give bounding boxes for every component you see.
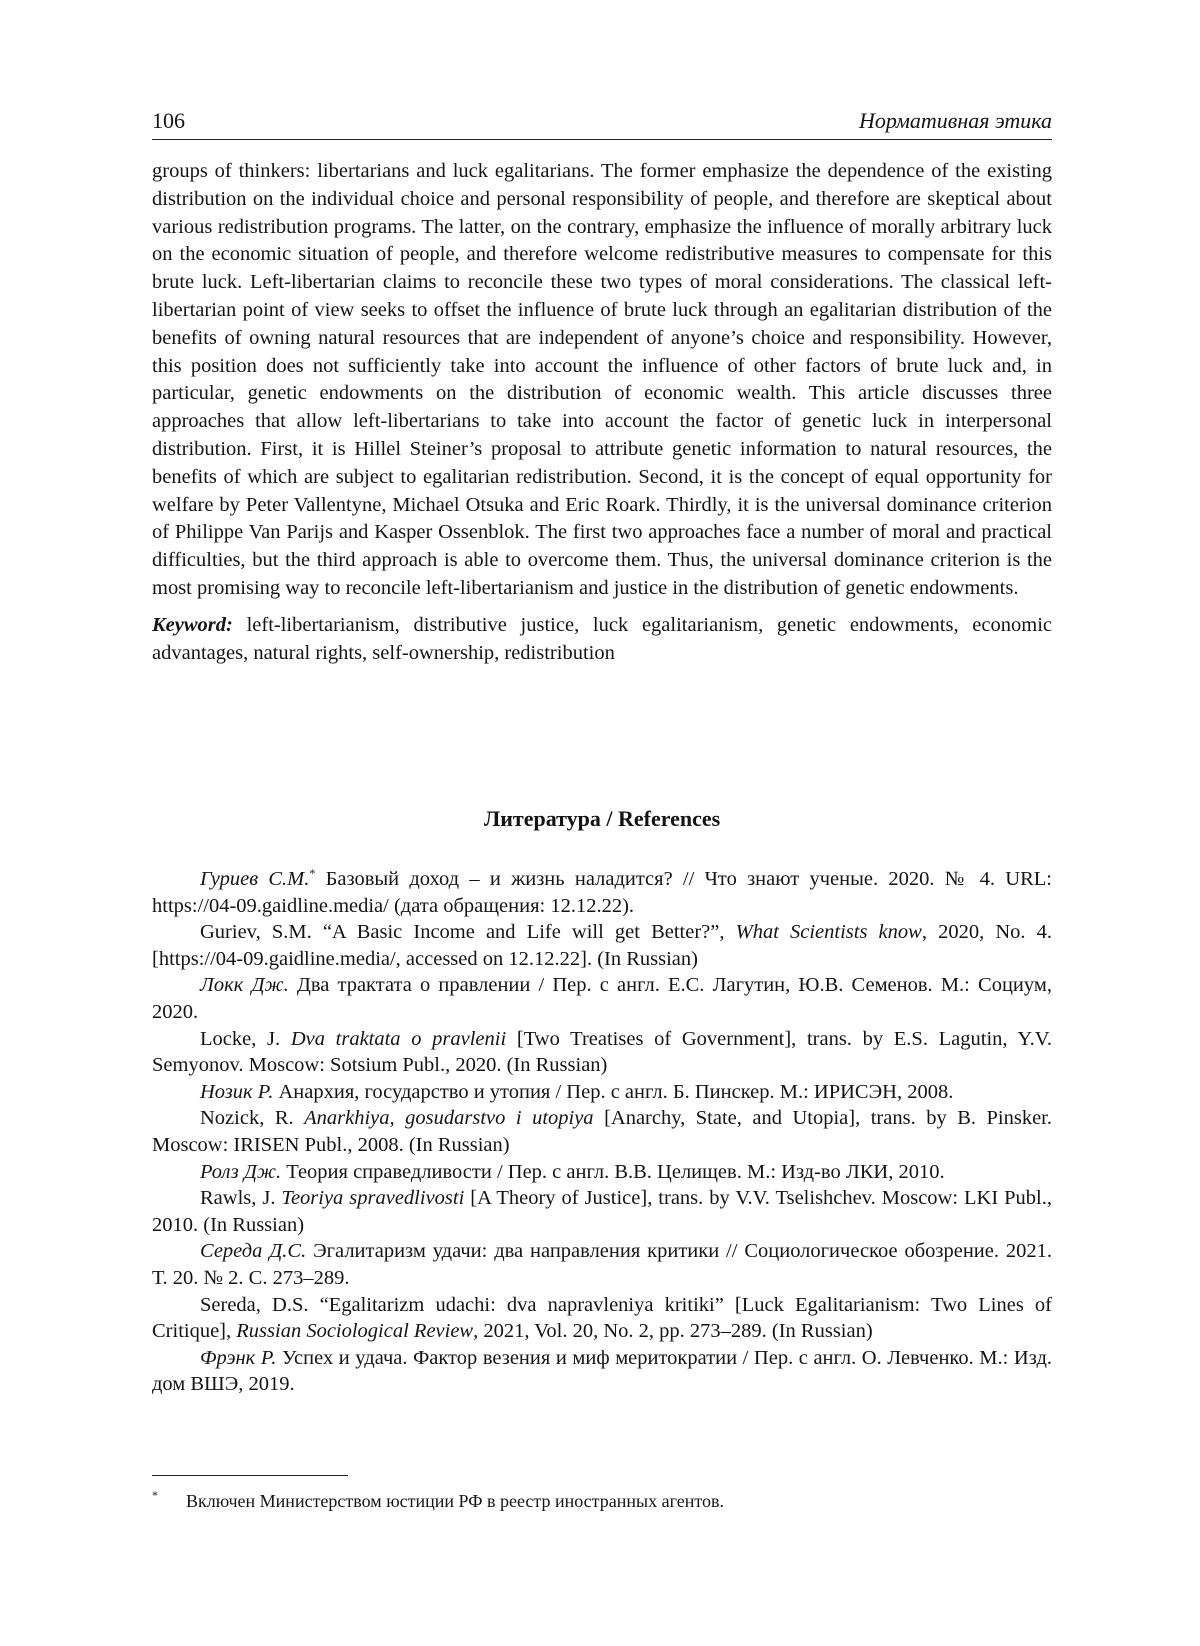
- ref-text: Теория справедливости / Пер. с англ. В.В. Целищев. М.: Изд-во ЛКИ, 2010.: [281, 1160, 945, 1183]
- ref-italic-title: Anarkhiya, gosudarstvo i utopiya: [304, 1107, 594, 1130]
- reference-item: [152, 866, 1052, 919]
- reference-item: [152, 1159, 1052, 1186]
- foreign-agent-mark: *: [309, 866, 316, 880]
- ref-text: [Two Treatises of Government], trans. by E.S. Lagutin, Y.V. Semyonov. Moscow: Sotsium Publ., 2020. (In Russian): [152, 1027, 1053, 1077]
- reference-item: [152, 1105, 1052, 1158]
- keywords-list: left-libertarianism, distributive justice, luck egalitarianism, genetic endowments, economic advantages, natural rights, self-ownership, redistribution: [152, 613, 1052, 664]
- reference-item: [152, 1238, 1052, 1291]
- page-number: 106: [152, 108, 185, 133]
- ref-text: [Anarchy, State, and Utopia], trans. by B. Pinsker. Moscow: IRISEN Publ., 2008. (In Russian): [152, 1107, 1052, 1156]
- ref-pre: Guriev, S.M. “A Basic Income and Life will get Better?”,: [200, 921, 736, 944]
- ref-author: Локк Дж.: [200, 974, 289, 997]
- running-title: Нормативная этика: [859, 108, 1052, 133]
- ref-author: Нозик Р.: [200, 1080, 274, 1103]
- page-header: [152, 104, 1052, 138]
- reference-item: [152, 1185, 1052, 1238]
- keywords: [152, 612, 1052, 668]
- references-list: [152, 866, 1052, 1398]
- ref-text: Успех и удача. Фактор везения и миф меритократии / Пер. с англ. О. Левченко. М.: Изд. дом ВШЭ, 2019.: [152, 1346, 1053, 1396]
- reference-item: [152, 1026, 1052, 1079]
- ref-author: Ролз Дж.: [200, 1160, 282, 1183]
- ref-pre: Nozick, R.: [200, 1107, 305, 1130]
- ref-text: Эгалитаризм удачи: два направления критики // Социологическое обозрение. 2021. Т. 20. № 2. С. 273–289.: [152, 1240, 1052, 1289]
- reference-item: [152, 972, 1052, 1025]
- ref-text: Базовый доход – и жизнь наладится? // Что знают ученые. 2020. № 4. URL: https://04-09.gaidline.media/ (дата обращения: 12.12.22).: [152, 868, 1052, 917]
- footnote-mark: *: [152, 1488, 158, 1502]
- ref-italic-title: Dva traktata o pravlenii: [290, 1027, 507, 1050]
- ref-pre: Locke, J.: [200, 1027, 291, 1050]
- ref-text: Два трактата о правлении / Пер. с англ. Е.С. Лагутин, Ю.В. Семенов. М.: Социум, 2020.: [152, 974, 1052, 1023]
- abstract: [152, 158, 1052, 667]
- ref-italic-title: Teoriya spravedlivosti: [281, 1187, 465, 1210]
- footnote-divider: [152, 1475, 348, 1476]
- ref-italic-title: What Scientists know: [735, 921, 922, 944]
- ref-text: , 2021, Vol. 20, No. 2, pp. 273–289. (In Russian): [473, 1320, 873, 1343]
- reference-item: [152, 919, 1052, 972]
- keywords-label: Keyword:: [152, 613, 233, 636]
- reference-item: [152, 1079, 1052, 1106]
- ref-pre: Rawls, J.: [200, 1187, 282, 1210]
- footnote-text: Включен Министерством юстиции РФ в реестр иностранных агентов.: [186, 1491, 724, 1511]
- ref-text: [A Theory of Justice], trans. by V.V. Tselishchev. Moscow: LKI Publ., 2010. (In Russian): [152, 1187, 1052, 1236]
- ref-text: , 2020, No. 4. [https://04-09.gaidline.media/, accessed on 12.12.22]. (In Russian): [152, 921, 1052, 970]
- ref-author: Фрэнк Р.: [200, 1346, 277, 1369]
- ref-author: Гуриев С.М.: [200, 868, 310, 890]
- reference-item: [152, 1292, 1052, 1345]
- references-title: Литература / References: [483, 806, 721, 831]
- header-divider: [152, 139, 1052, 140]
- ref-pre: Sereda, D.S. “Egalitarizm udachi: dva napravleniya kritiki” [Luck Egalitarianism: Two Lines of Critique],: [152, 1293, 1052, 1343]
- ref-author: Середа Д.С.: [200, 1240, 307, 1263]
- abstract-text: groups of thinkers: libertarians and luck egalitarians. The former emphasize the dependence of the existing distribution on the individual choice and personal responsibility of people, and therefore are skeptical about various redistribution programs. The latter, on the contrary, emphasize the influence of morally arbitrary luck on the economic situation of people, and therefore welcome redistributive measures to compensate for this brute luck. Left-libertarian claims to reconcile these two types of moral considerations. The classical left-libertarian point of view seeks to offset the influence of brute luck through an egalitarian distribution of the benefits of owning natural resources that are independent of anyone’s choice and responsibility. However, this position does not sufficiently take into account the influence of other factors of brute luck and, in particular, genetic endowments on the distribution of economic wealth. This article discusses three approaches that allow left-libertarians to take into account the factor of genetic luck in interpersonal distribution. First, it is Hillel Steiner’s proposal to attribute genetic information to natural resources, the benefits of which are subject to egalitarian redistribution. Second, it is the concept of equal opportunity for welfare by Peter Vallentyne, Michael Otsuka and Eric Roark. Thirdly, it is the universal dominance criterion of Philippe Van Parijs and Kasper Ossenblok. The first two approaches face a number of moral and practical difficulties, but the third approach is able to overcome them. Thus, the universal dominance criterion is the most promising way to reconcile left-libertarianism and justice in the distribution of genetic endowments.: [152, 160, 1052, 599]
- ref-text: Анархия, государство и утопия / Пер. с англ. Б. Пинскер. М.: ИРИСЭН, 2008.: [273, 1080, 954, 1103]
- reference-item: [152, 1345, 1052, 1398]
- ref-italic-title: Russian Sociological Review: [236, 1320, 474, 1343]
